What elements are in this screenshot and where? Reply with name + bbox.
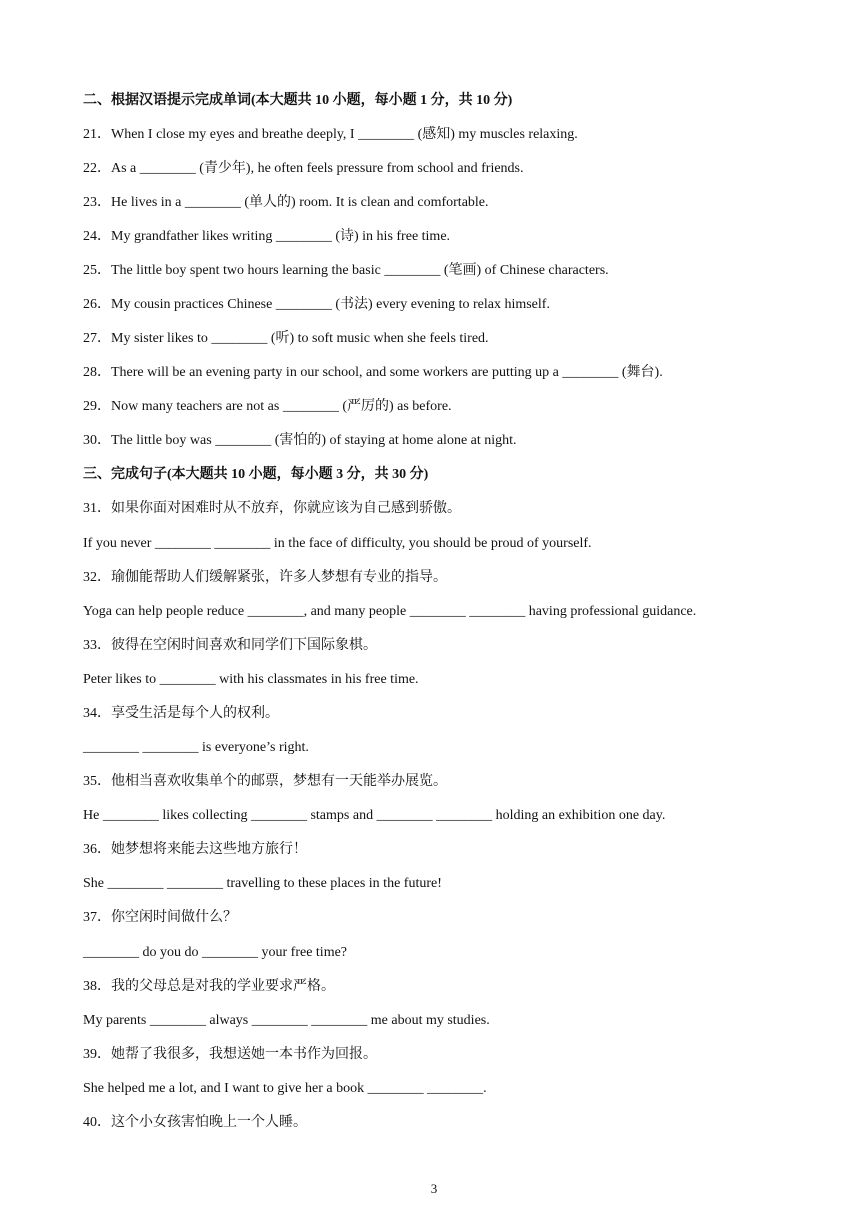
question-31-cn: 31．如果你面对困难时从不放弃，你就应该为自己感到骄傲。 [83, 501, 461, 516]
question-32-en: Yoga can help people reduce ________, and many people ________ ________ having professional guidance. [83, 604, 697, 619]
question-40-cn: 40．这个小女孩害怕晚上一个人睡。 [83, 1115, 307, 1130]
question-33-en: Peter likes to ________ with his classmates in his free time. [83, 672, 419, 687]
question-35-en: He ________ likes collecting ________ stamps and ________ ________ holding an exhibition one day. [83, 808, 666, 823]
question-37-en: ________ do you do ________ your free time? [83, 945, 348, 960]
question-29: 29．Now many teachers are not as ________ (严厉的) as before. [83, 399, 452, 414]
question-38-cn: 38．我的父母总是对我的学业要求严格。 [83, 979, 335, 994]
question-39-en: She helped me a lot, and I want to give her a book ________ ________. [83, 1081, 487, 1096]
question-21: 21．When I close my eyes and breathe deeply, I ________ (感知) my muscles relaxing. [83, 127, 578, 142]
question-32-cn: 32．瑜伽能帮助人们缓解紧张，许多人梦想有专业的指导。 [83, 570, 447, 585]
question-35-cn: 35．他相当喜欢收集单个的邮票，梦想有一天能举办展览。 [83, 774, 447, 789]
page-number: 3 [430, 1181, 438, 1196]
question-24: 24．My grandfather likes writing ________ (诗) in his free time. [83, 229, 451, 244]
section-3-heading: 三、完成句子(本大题共 10 小题，每小题 3 分，共 30 分) [83, 467, 429, 482]
question-34-cn: 34．享受生活是每个人的权利。 [83, 706, 279, 721]
question-28: 28．There will be an evening party in our school, and some workers are putting up a ________ (舞台). [83, 365, 663, 380]
question-37-cn: 37．你空闲时间做什么？ [83, 910, 237, 925]
question-34-en: ________ ________ is everyone’s right. [83, 740, 309, 755]
question-36-cn: 36．她梦想将来能去这些地方旅行！ [83, 842, 307, 857]
question-26: 26．My cousin practices Chinese ________ (书法) every evening to relax himself. [83, 297, 550, 312]
question-23: 23．He lives in a ________ (单人的) room. It is clean and comfortable. [83, 195, 489, 210]
question-39-cn: 39．她帮了我很多，我想送她一本书作为回报。 [83, 1047, 377, 1062]
question-36-en: She ________ ________ travelling to these places in the future! [83, 876, 442, 891]
question-38-en: My parents ________ always ________ ________ me about my studies. [83, 1013, 490, 1028]
question-22: 22．As a ________ (青少年), he often feels pressure from school and friends. [83, 161, 524, 176]
question-30: 30．The little boy was ________ (害怕的) of staying at home alone at night. [83, 433, 517, 448]
question-25: 25．The little boy spent two hours learning the basic ________ (笔画) of Chinese characters. [83, 263, 609, 278]
question-31-en: If you never ________ ________ in the face of difficulty, you should be proud of yourself. [83, 536, 592, 551]
section-2-heading: 二、根据汉语提示完成单词(本大题共 10 小题，每小题 1 分，共 10 分) [83, 93, 513, 108]
question-27: 27．My sister likes to ________ (听) to soft music when she feels tired. [83, 331, 489, 346]
question-33-cn: 33．彼得在空闲时间喜欢和同学们下国际象棋。 [83, 638, 377, 653]
